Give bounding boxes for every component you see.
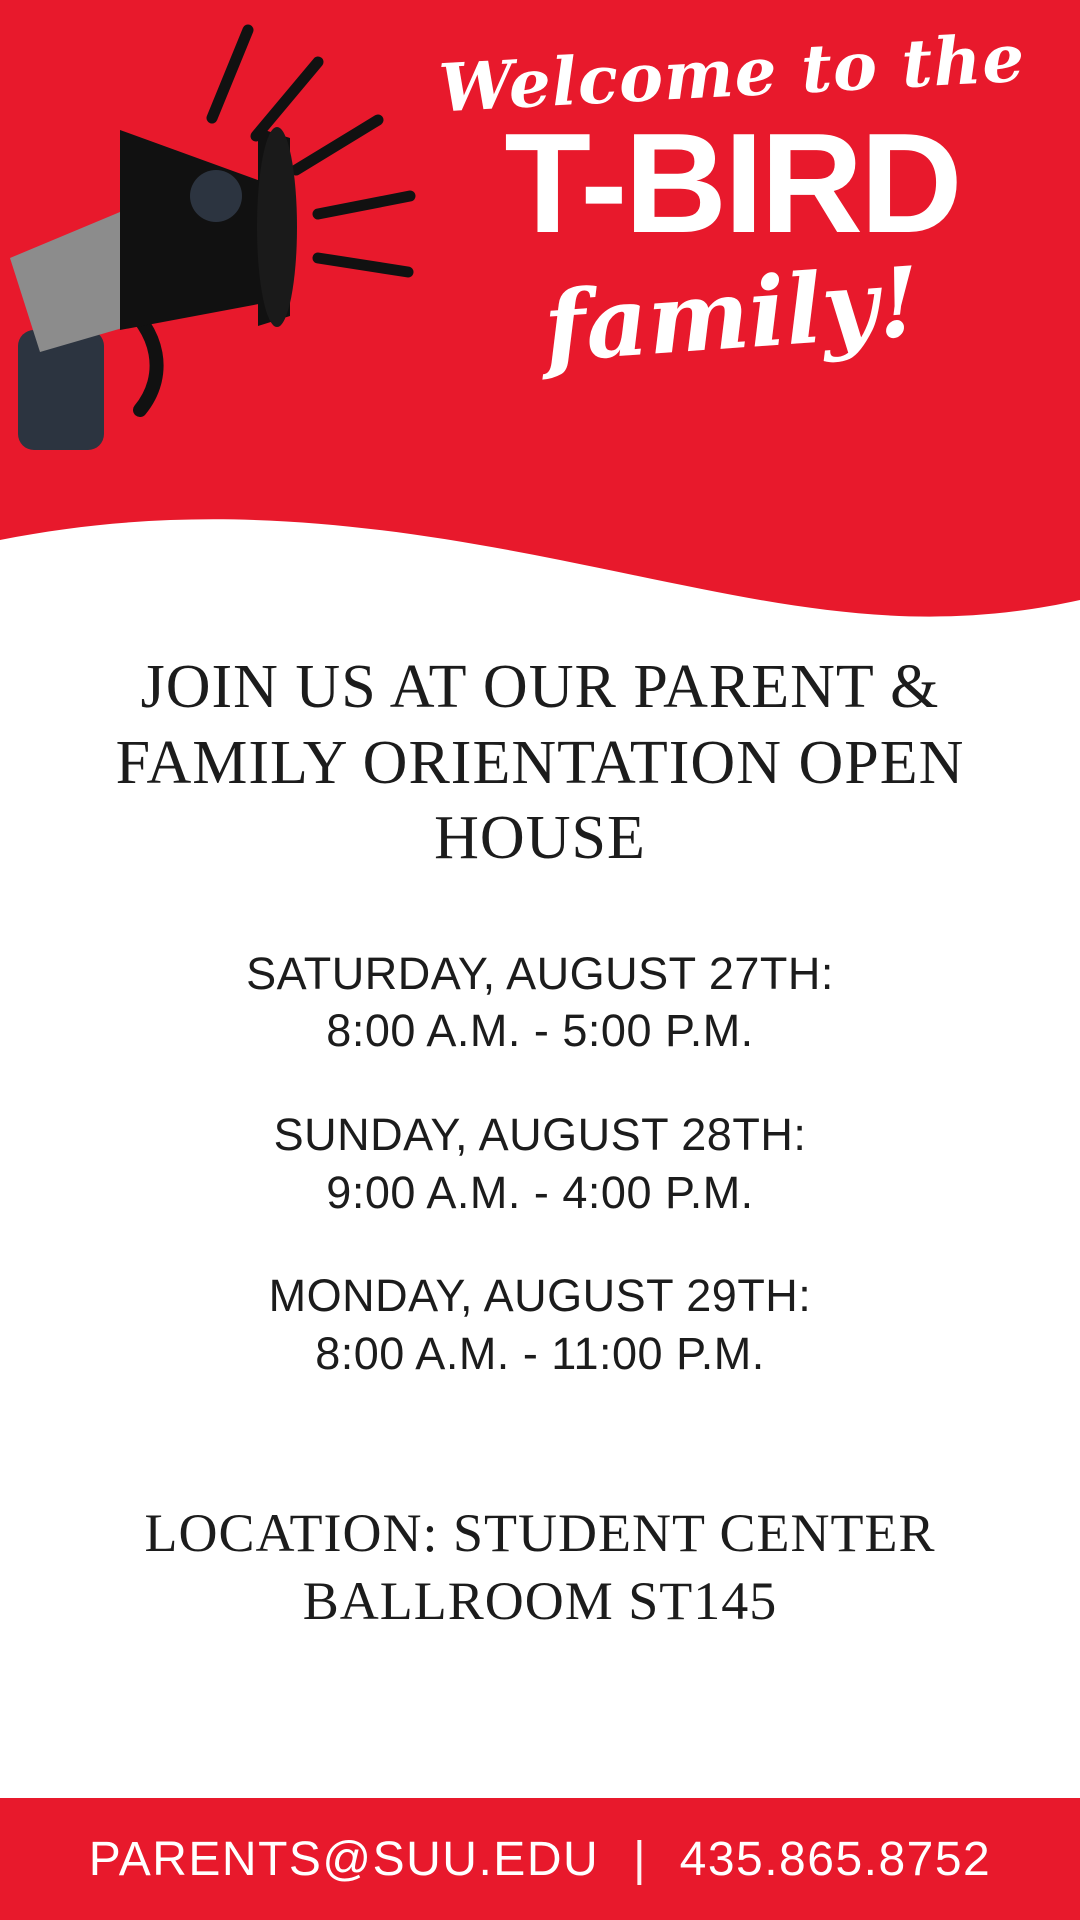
poster-subtitle: family! xyxy=(540,244,924,384)
session-day: SUNDAY, AUGUST 28TH: xyxy=(273,1109,807,1161)
session-time: 8:00 A.M. - 11:00 P.M. xyxy=(315,1327,765,1379)
session-list xyxy=(60,945,1020,1383)
contact-phone[interactable]: 435.865.8752 xyxy=(679,1832,992,1886)
poster-footer xyxy=(0,1798,1080,1920)
poster-body xyxy=(0,650,1080,1635)
header-title-block xyxy=(412,18,1052,384)
poster-header xyxy=(0,0,1080,640)
list-item xyxy=(60,1106,1020,1221)
contact-email[interactable]: PARENTS@SUU.EDU xyxy=(88,1832,600,1886)
list-item xyxy=(60,945,1020,1060)
welcome-line: Welcome to the xyxy=(436,18,1028,128)
session-day: MONDAY, AUGUST 29TH: xyxy=(268,1270,812,1322)
list-item xyxy=(60,1267,1020,1382)
headline: JOIN US AT OUR PARENT & FAMILY ORIENTATION OPEN HOUSE xyxy=(115,653,965,873)
session-time: 8:00 A.M. - 5:00 P.M. xyxy=(326,1005,754,1057)
footer-separator: | xyxy=(633,1832,646,1886)
poster-title: T-BIRD xyxy=(504,104,960,263)
session-time: 9:00 A.M. - 4:00 P.M. xyxy=(326,1166,754,1218)
session-day: SATURDAY, AUGUST 27TH: xyxy=(246,947,834,999)
location-text: LOCATION: STUDENT CENTER BALLROOM ST145 xyxy=(144,1503,936,1631)
